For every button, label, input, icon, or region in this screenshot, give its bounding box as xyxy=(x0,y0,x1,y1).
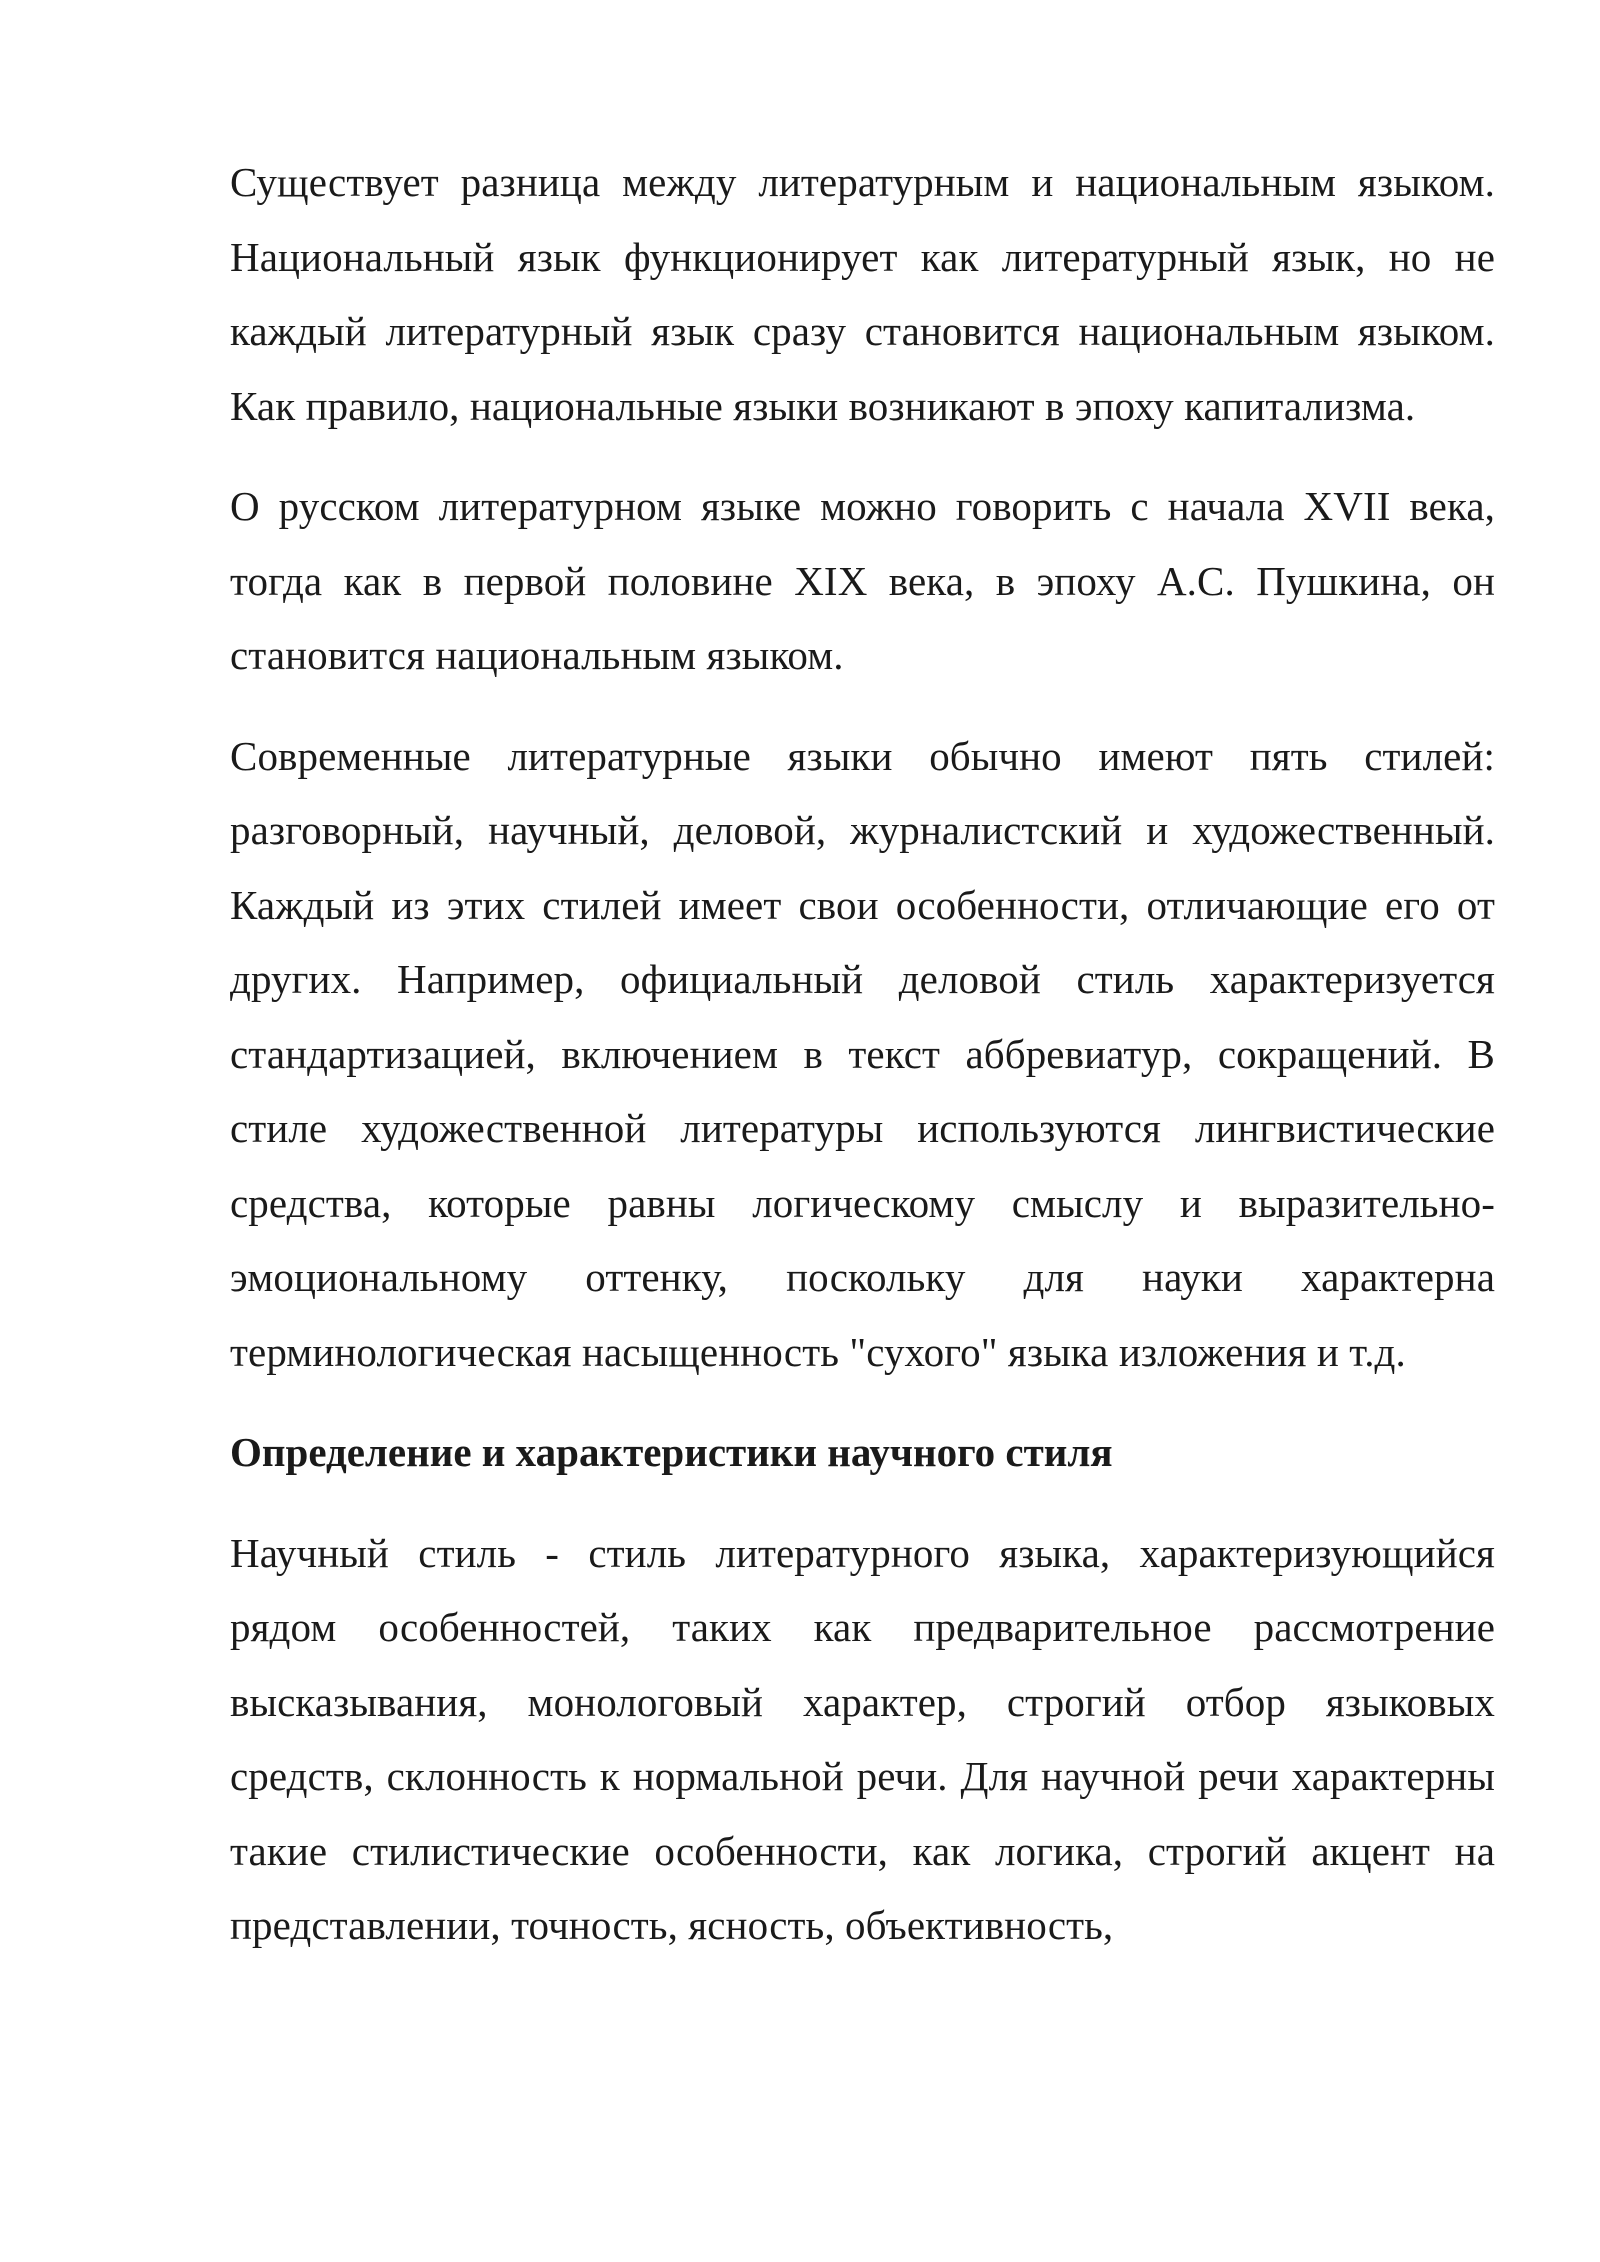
document-body xyxy=(230,145,1495,1989)
paragraph-scientific-style-definition: Научный стиль - стиль литературного языка, характеризующийся рядом особенностей, таких как предварительное рассмотрение высказывания, монологовый характер, строгий отбор языковых средств, склонность к нормальной речи. Для научной речи характерны такие стилистические особенности, как логика, строгий акцент на представлении, точность, ясность, объективность, xyxy=(230,1529,1495,1948)
section-heading: Определение и характеристики научного стиля xyxy=(230,1429,1113,1475)
paragraph-literary-vs-national-language: Существует разница между литературным и национальным языком. Национальный язык функционирует как литературный язык, но не каждый литературный язык сразу становится национальным языком. Как правило, национальные языки возникают в эпоху капитализма. xyxy=(230,159,1495,429)
paragraph-russian-literary-language-history: О русском литературном языке можно говорить с начала XVII века, тогда как в первой половине XIX века, в эпоху А.С. Пушкина, он становится национальным языком. xyxy=(230,483,1495,678)
paragraph-functional-styles: Современные литературные языки обычно имеют пять стилей: разговорный, научный, деловой, журналистский и художественный. Каждый из этих стилей имеет свои особенности, отличающие его от других. Например, официальный деловой стиль характеризуется стандартизацией, включением в текст аббревиатур, сокращений. В стиле художественной литературы используются лингвистические средства, которые равны логическому смыслу и выразительно-эмоциональному оттенку, поскольку для науки характерна терминологическая насыщенность "сухого" языка изложения и т.д. xyxy=(230,732,1495,1375)
